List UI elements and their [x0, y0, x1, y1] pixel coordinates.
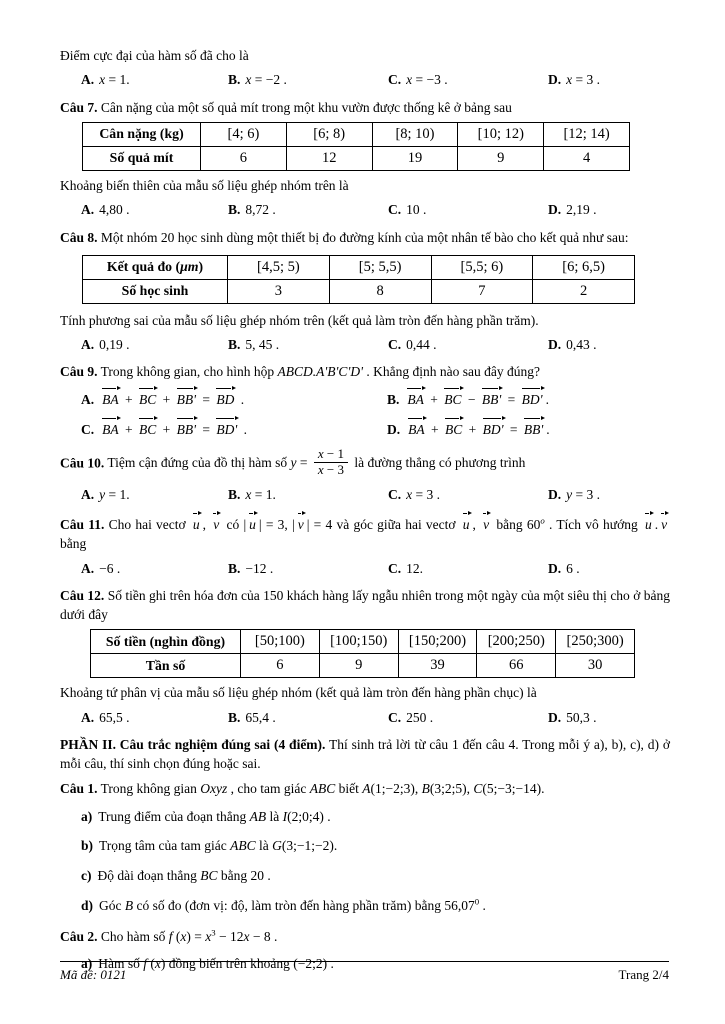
option-letter: D.: [548, 486, 562, 502]
q7-answers: [60, 200, 670, 220]
option-text: x = 3 .: [406, 486, 440, 502]
option-text: 65,5 .: [99, 709, 130, 725]
option-letter: C.: [388, 72, 402, 88]
option-letter: B.: [228, 486, 241, 502]
table-row: [83, 146, 630, 170]
question-number: Câu 10.: [60, 455, 105, 471]
q8-option-d: [548, 335, 670, 355]
q10-answers: [60, 485, 670, 505]
option-text: 8,72 .: [245, 202, 276, 218]
table-cell: [200;250): [477, 630, 556, 654]
q8-stem: [60, 228, 670, 247]
option-text: 0,43 .: [566, 336, 597, 352]
p2q2-stem: [60, 927, 670, 946]
option-letter: D.: [387, 422, 401, 438]
table-cell: Số quả mít: [83, 146, 201, 170]
option-text: x = 3 .: [566, 72, 600, 88]
q7-option-b: [228, 200, 388, 220]
option-letter: B.: [228, 560, 241, 576]
q9-option-b: [387, 387, 670, 410]
q12-option-c: [388, 708, 548, 728]
q11-option-c: [388, 559, 548, 579]
table-cell: 8: [329, 279, 431, 303]
table-cell: 9: [458, 146, 544, 170]
question-number: Câu 8.: [60, 229, 98, 245]
q10-option-b: [228, 485, 388, 505]
table-row: [83, 122, 630, 146]
question-text: Trong không gian, cho hình hộp ABCD.A'B'C'D' . Khẳng định nào sau đây đúng?: [100, 364, 540, 380]
option-letter: C.: [388, 560, 402, 576]
item-text: Trung điểm của đoạn thẳng AB là I(2;0;4) .: [98, 808, 331, 824]
table-row: [91, 630, 635, 654]
q12-option-a: [81, 708, 228, 728]
table-cell: [8; 10): [372, 122, 458, 146]
item-letter: b): [81, 838, 94, 854]
table-cell: [6; 8): [286, 122, 372, 146]
option-letter: C.: [81, 422, 95, 438]
item-letter: c): [81, 868, 92, 884]
q8-option-a: [81, 335, 228, 355]
option-text: 0,19 .: [99, 336, 130, 352]
table-cell: [150;200): [398, 630, 477, 654]
option-letter: B.: [387, 391, 400, 407]
table-cell: 6: [201, 146, 287, 170]
q9-option-a: [81, 387, 387, 410]
option-text: −12 .: [245, 560, 274, 576]
question-number: Câu 1.: [60, 781, 98, 797]
option-letter: A.: [81, 391, 95, 407]
question-text: Tiệm cận đứng của đồ thị hàm số y = $\frac{x - 1}{x - 3}$ là đường thẳng có phương trình: [107, 445, 526, 477]
option-letter: C.: [388, 202, 402, 218]
option-text: 250 .: [406, 709, 434, 725]
p2q1-item-b: [60, 837, 670, 856]
table-cell: 19: [372, 146, 458, 170]
item-text: Góc B có số đo (đơn vị: độ, làm tròn đến hàng phần trăm) bằng 56,07$^0$ .: [99, 896, 486, 914]
q12-option-d: [548, 708, 670, 728]
option-letter: A.: [81, 336, 95, 352]
part2-title: PHẦN II. Câu trắc nghiệm đúng sai (4 điểm).: [60, 737, 326, 753]
option-text: 5, 45 .: [245, 336, 280, 352]
option-letter: A.: [81, 709, 95, 725]
q12-stem: [60, 586, 670, 624]
q12-table: [90, 629, 635, 678]
table-cell: Kết quả đo (μm): [83, 255, 228, 279]
option-letter: A.: [81, 202, 95, 218]
q7-option-d: [548, 200, 670, 220]
table-cell: [6; 6,5): [533, 255, 635, 279]
footer-page-number: Trang 2/4: [618, 967, 669, 982]
p2q1-item-c: [60, 867, 670, 886]
option-text: 12.: [406, 560, 423, 576]
part2-heading: [60, 735, 670, 773]
option-letter: D.: [548, 72, 562, 88]
question-text: Trong không gian Oxyz , cho tam giác ABC biết A(1;−2;3), B(3;2;5), C(5;−3;−14).: [100, 781, 545, 797]
table-cell: Số học sinh: [83, 279, 228, 303]
table-cell: 39: [398, 654, 477, 678]
option-text: 6 .: [566, 560, 580, 576]
option-letter: B.: [228, 202, 241, 218]
option-letter: C.: [388, 486, 402, 502]
item-text: Trọng tâm của tam giác ABC là G(3;−1;−2).: [99, 838, 338, 854]
option-letter: A.: [81, 486, 95, 502]
q8-question: Tính phương sai của mẫu số liệu ghép nhóm trên (kết quả làm tròn đến hàng phần trăm).: [60, 312, 539, 328]
q8-answers: [60, 335, 670, 355]
q12-question: Khoảng tứ phân vị của mẫu số liệu ghép nhóm (kết quả làm tròn đến hàng phần chục) là: [60, 685, 537, 701]
table-cell: [100;150): [319, 630, 398, 654]
q11-option-a: [81, 559, 228, 579]
option-letter: B.: [228, 336, 241, 352]
question-number: Câu 9.: [60, 364, 98, 380]
question-number: Câu 11.: [60, 517, 105, 533]
table-row: [83, 255, 635, 279]
option-text: BA + BC + BB' = BD' .: [99, 422, 247, 437]
table-cell: 2: [533, 279, 635, 303]
q10-option-c: [388, 485, 548, 505]
option-text: x = 1.: [99, 72, 130, 88]
q8-option-c: [388, 335, 548, 355]
item-letter: d): [81, 898, 94, 914]
question-number: Câu 2.: [60, 929, 98, 945]
q8-option-b: [228, 335, 388, 355]
item-text: Độ dài đoạn thẳng BC bằng 20 .: [97, 868, 271, 884]
q10-option-a: [81, 485, 228, 505]
item-text: Hàm số f (x) đồng biến trên khoảng (−2;2) .: [98, 956, 334, 972]
footer-exam-code: Mã đề: 0121: [60, 967, 127, 982]
option-letter: A.: [81, 72, 95, 88]
option-letter: D.: [548, 202, 562, 218]
option-text: −6 .: [99, 560, 121, 576]
table-cell: [50;100): [241, 630, 320, 654]
table-cell: 66: [477, 654, 556, 678]
table-cell: 6: [241, 654, 320, 678]
table-row: [83, 279, 635, 303]
option-text: BA + BC + BB' = BD .: [99, 392, 244, 407]
q11-answers: [60, 559, 670, 579]
table-row: [91, 654, 635, 678]
question-number: Câu 7.: [60, 99, 98, 115]
q6-option-c: [388, 70, 548, 90]
table-cell: Số tiền (nghìn đồng): [91, 630, 241, 654]
q6-option-b: [228, 70, 388, 90]
table-cell: Cân nặng (kg): [83, 122, 201, 146]
q11-option-d: [548, 559, 670, 579]
p2q1-item-d: [60, 897, 670, 916]
option-text: 50,3 .: [566, 709, 597, 725]
option-letter: D.: [548, 709, 562, 725]
question-text: Một nhóm 20 học sinh dùng một thiết bị đo đường kính của một nhân tế bào cho kết quả như sau:: [100, 229, 629, 245]
option-text: 10 .: [406, 202, 427, 218]
option-letter: C.: [388, 709, 402, 725]
table-cell: [250;300): [556, 630, 635, 654]
q9-answers: [60, 387, 670, 440]
option-text: 0,44 .: [406, 336, 437, 352]
table-cell: 7: [431, 279, 533, 303]
option-text: x = −3 .: [406, 72, 448, 88]
table-cell: [4; 6): [201, 122, 287, 146]
option-text: y = 1.: [99, 486, 130, 502]
q10-stem: [60, 445, 670, 480]
option-text: y = 3 .: [566, 486, 600, 502]
q7-option-c: [388, 200, 548, 220]
table-cell: Tần số: [91, 654, 241, 678]
q9-option-d: [387, 417, 670, 440]
option-text: x = 1.: [245, 486, 276, 502]
q6-stem-tail: Điểm cực đại của hàm số đã cho là: [60, 48, 249, 63]
option-letter: B.: [228, 709, 241, 725]
page-footer: [60, 961, 669, 983]
q11-stem: [60, 512, 670, 553]
q9-option-c: [81, 417, 387, 440]
question-number: Câu 12.: [60, 588, 105, 604]
option-letter: B.: [228, 72, 241, 88]
q7-table: [82, 122, 630, 171]
table-cell: [5,5; 6): [431, 255, 533, 279]
q7-question: Khoảng biến thiên của mẫu số liệu ghép nhóm trên là: [60, 177, 349, 193]
option-text: x = −2 .: [245, 72, 287, 88]
table-cell: 3: [228, 279, 330, 303]
q12-answers: [60, 708, 670, 728]
option-letter: A.: [81, 560, 95, 576]
table-cell: 12: [286, 146, 372, 170]
p2q1-stem: [60, 779, 670, 798]
q6-option-d: [548, 70, 670, 90]
q6-answers: [60, 70, 670, 90]
table-cell: [4,5; 5): [228, 255, 330, 279]
question-text: Cho hai vectơ u , v có | u | = 3, | v | = 4 và góc giữa hai vectơ u , v bằng 60$^o$ . Tích vô hướng u . v bằng: [60, 517, 670, 551]
table-cell: 30: [556, 654, 635, 678]
q10-option-d: [548, 485, 670, 505]
q11-option-b: [228, 559, 388, 579]
table-cell: [12; 14): [544, 122, 630, 146]
option-text: BA + BC + BD' = BB' .: [405, 422, 550, 437]
option-text: 4,80 .: [99, 202, 130, 218]
p2q1-item-a: [60, 808, 670, 827]
question-text: Cho hàm số f $(x) = x^3 - 12x - 8$ .: [100, 927, 278, 945]
page-content: [60, 46, 670, 985]
table-cell: 4: [544, 146, 630, 170]
q7-option-a: [81, 200, 228, 220]
q6-option-a: [81, 70, 228, 90]
table-cell: [10; 12): [458, 122, 544, 146]
option-letter: D.: [548, 336, 562, 352]
option-text: 65,4 .: [245, 709, 276, 725]
table-cell: 9: [319, 654, 398, 678]
q12-option-b: [228, 708, 388, 728]
q8-table: [82, 255, 635, 304]
option-text: BA + BC − BB' = BD' .: [404, 392, 549, 407]
question-text: Cân nặng của một số quả mít trong một khu vườn được thống kê ở bảng sau: [100, 99, 512, 115]
question-text: Số tiền ghi trên hóa đơn của 150 khách hàng lấy ngẫu nhiên trong một ngày của một siêu thị cho ở bảng dưới đây: [60, 588, 671, 623]
table-cell: [5; 5,5): [329, 255, 431, 279]
option-text: 2,19 .: [566, 202, 597, 218]
q9-stem: [60, 362, 670, 381]
q7-stem: [60, 98, 670, 117]
option-letter: C.: [388, 336, 402, 352]
option-letter: D.: [548, 560, 562, 576]
part2-instructions: Thí sinh trả lời từ câu 1 đến câu 4. Trong mỗi ý a), b), c), d) ở mỗi câu, thí sinh chọn đúng hoặc sai.: [60, 737, 670, 772]
item-letter: a): [81, 956, 93, 972]
item-letter: a): [81, 808, 93, 824]
